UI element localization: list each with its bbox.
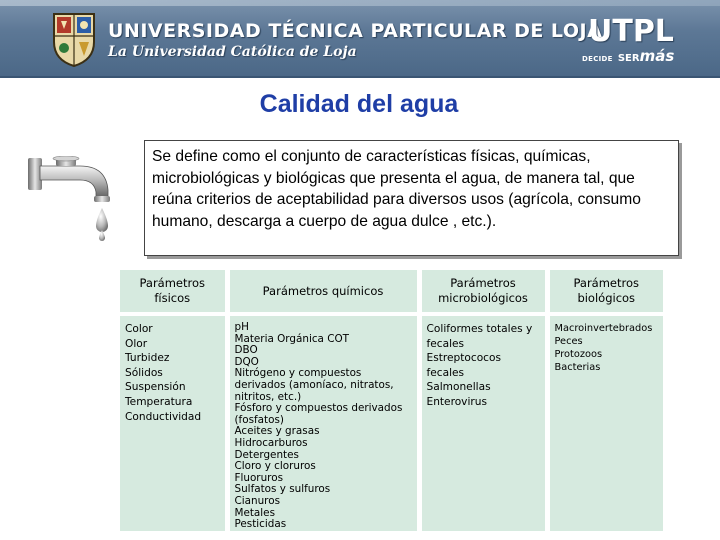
list-item: Salmonellas — [426, 381, 491, 394]
list-item: Aceites y grasas — [234, 425, 320, 438]
list-item: Temperatura — [125, 395, 193, 408]
header-chemical: Parámetros químicos — [227, 270, 419, 314]
list-item: Macroinvertebrados — [554, 323, 653, 334]
slogan-decide: DECIDE — [582, 55, 613, 63]
list-item: DQO — [234, 355, 259, 368]
table-header-row — [120, 270, 663, 314]
header-physical: Parámetros físicos — [120, 270, 227, 314]
list-item: Cloro y cloruros — [234, 460, 316, 473]
water-faucet-icon — [26, 156, 124, 242]
list-item: Metales — [234, 506, 275, 519]
list-item: Cianuros — [234, 494, 280, 507]
list-item: Protozoos — [554, 349, 603, 360]
header-biological: Parámetros biológicos — [547, 270, 663, 314]
list-item: Fluoruros — [234, 471, 283, 484]
university-tagline: La Universidad Católica de Loja — [108, 44, 357, 60]
list-item: Estreptococos fecales — [426, 352, 501, 379]
list-item: Detergentes — [234, 448, 299, 461]
university-name: UNIVERSIDAD TÉCNICA PARTICULAR DE LOJA — [108, 20, 603, 42]
slogan-ser: SER — [617, 53, 640, 64]
utpl-slogan — [582, 46, 674, 65]
list-item: Sulfatos y sulfuros — [234, 483, 331, 496]
slogan-mas: más — [639, 47, 675, 65]
header-banner — [0, 0, 720, 78]
university-crest-icon — [52, 12, 96, 68]
header-microbiological: Parámetros microbiológicos — [419, 270, 547, 314]
list-item: Turbidez — [125, 352, 170, 365]
definition-box: Se define como el conjunto de características físicas, químicas, microbiológicas y biológicas que presenta el agua, de manera tal, que reúna criterios de aceptabilidad para diversos usos (agrícola, consumo humano, descarga a cuerpo de agua dulce , etc.). — [144, 140, 679, 256]
list-item: pH — [234, 321, 249, 333]
chemical-parameters-cell — [227, 314, 419, 531]
list-item: Nitrógeno y compuestos derivados (amoníaco, nitratos, nitritos, etc.) — [234, 367, 394, 403]
slide-title-text: Calidad del agua — [259, 90, 459, 118]
list-item: Color — [125, 323, 153, 335]
banner-stripe — [0, 0, 720, 6]
slide-title — [0, 90, 720, 119]
utpl-logo: UTPL — [588, 14, 674, 49]
list-item: Olor — [125, 337, 148, 350]
microbiological-parameters-cell — [419, 314, 547, 531]
list-item: Suspensión — [125, 381, 186, 394]
list-item: Conductividad — [125, 410, 202, 423]
list-item: Enterovirus — [426, 395, 487, 408]
biological-parameters-cell — [547, 314, 663, 531]
list-item: Sólidos — [125, 366, 163, 379]
list-item: Peces — [554, 336, 583, 347]
table-row — [120, 314, 663, 531]
list-item: Coliformes totales y fecales — [426, 323, 533, 350]
list-item: Hidrocarburos — [234, 436, 308, 449]
list-item: Materia Orgánica COT — [234, 332, 349, 345]
list-item: Fósforo y compuestos derivados (fosfatos) — [234, 402, 403, 426]
parameters-table — [120, 270, 663, 531]
list-item: Pesticidas — [234, 518, 287, 531]
list-item: DBO — [234, 344, 258, 357]
physical-parameters-cell — [120, 314, 227, 531]
list-item: Bacterias — [554, 362, 601, 373]
